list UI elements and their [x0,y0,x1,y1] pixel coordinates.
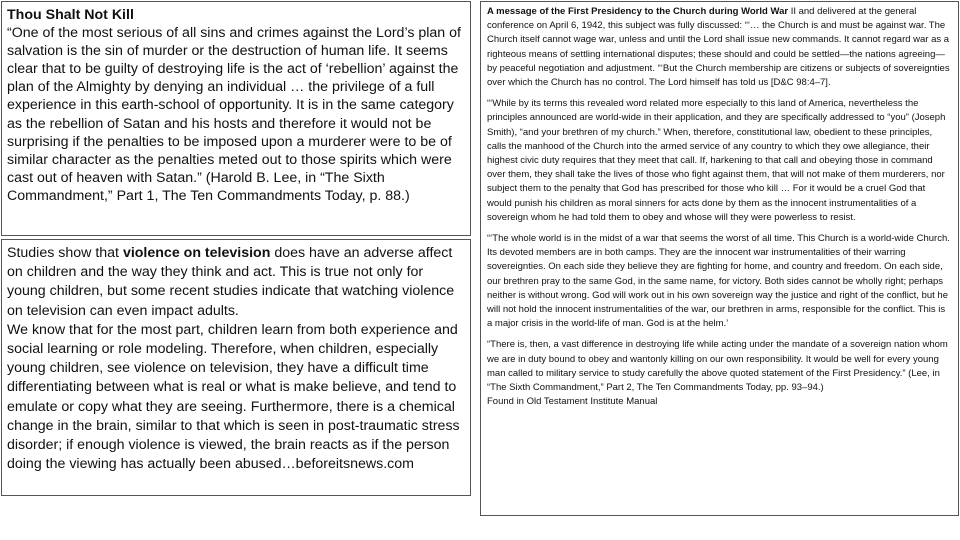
text-segment: II and delivered at the general conference on April 6, 1942, this subject was fully discussed: “‘… the Church is and must be against war. The Church itself cannot wage war, unless and until the Lord shall issue new commands. It cannot regard war as a righteous means of settling international disputes; these should and could be settled—the nations agreeing—by peaceful negotiation and adjustment. “‘But the Church membership are citizens or subjects of sovereignties over which the Church has no control. The Lord himself has told us [D&C 98:4–7]. [487,6,950,89]
text-segment: does have an adverse affect on children and the way they think and act. This is true not only for young children, but some recent studies indicate that watching violence on television can even impact adults. [7,245,455,319]
message-heading: A message of the First Presidency to the Church during World War [487,6,789,17]
source-note: Found in Old Testament Institute Manual [487,396,658,408]
message-paragraph-1 [487,5,952,90]
harold-b-lee-quote: “One of the most serious of all sins and crimes against the Lord’s plan of salvation is the sin of murder or the destruction of human life. It seems clear that to be guilty of destroying life is the act of ‘rebellion’ against the plan of the Almighty by denying an individual … the privilege of a full experience in this earth-school of opportunity. It is in the same category as the rebellion of Satan and his hosts and therefore it would not be surprising if the penalties to be imposed upon a murderer were to be of similar character as the penalties meted out to those spirits which were cast out of heaven with Satan.” (Harold B. Lee, in “The Sixth Commandment,” Part 1, The Ten Commandments Today, p. 88.) [7,25,461,204]
tv-violence-paragraph-2: We know that for the most part, children learn from both experience and social learning or role modeling. Therefore, when children, especially young children, see violence on television, they have a difficult time differentiating between what is real or what is make believe, and tend to emulate or copy what they are seeing. Furthermore, there is a chemical change in the brain, similar to that which is seen in post-traumatic stress disorder; if enough violence is viewed, the brain reacts as if the person doing the viewing has actually been abused…beforeitsnews.com [7,321,460,473]
first-presidency-message-box [480,1,959,516]
bold-phrase: violence on television [122,245,271,261]
tv-violence-box [1,239,471,496]
message-paragraph-3: “‘The whole world is in the midst of a war that seems the worst of all time. This Church is a world-wide Church. Its devoted members are in both camps. They are the innocent war instrumentalities of their warring sovereignties. On each side they believe they are fighting for home, and country and freedom. On each side, our brethren pray to the same God, in the same name, for victory. Both sides cannot be wholly right; perhaps neither is without wrong. God will work out in his own sovereign way the justice and right of the conflict, but he will not hold the innocent instrumentalities of the war, our brethren in arms, responsible for the conflict. This is a major crisis in the world-life of man. God is at the helm.’ [487,233,950,330]
text-segment: Studies show that [7,245,123,261]
message-paragraph-2: “‘While by its terms this revealed word related more especially to this land of America, nevertheless the principles announced are world-wide in their application, and they are specifically addressed to “you” (Joseph Smith), “and your brethren of my church.” When, therefore, constitutional law, obedient to these principles, calls the manhood of the Church into the armed service of any country to which they owe allegiance, their highest civic duty requires that they meet that call. If, harkening to that call and obeying those in command over them, they shall take the lives of those who fight against them, that will not make of them murderers, nor subject them to the penalty that God has prescribed for those who kill … For it would be a cruel God that would punish his children as moral sinners for acts done by them as the innocent instrumentalities of a sovereign whom he had told them to obey and whose will they were powerless to resist. [487,98,946,223]
tv-violence-paragraph-1 [7,244,465,321]
box-title: Thou Shalt Not Kill [7,7,134,23]
message-paragraph-4: “There is, then, a vast difference in destroying life while acting under the mandate of a sovereign nation whom we are in duty bound to obey and wantonly killing on our own responsibility. It would be well for every young man called to military service to study carefully the above quoted statement of the First Presidency.” (Lee, in “The Sixth Commandment,” Part 2, The Ten Commandments Today, pp. 93–94.) [487,339,948,394]
quote-box-thou-shalt-not-kill [1,1,471,236]
